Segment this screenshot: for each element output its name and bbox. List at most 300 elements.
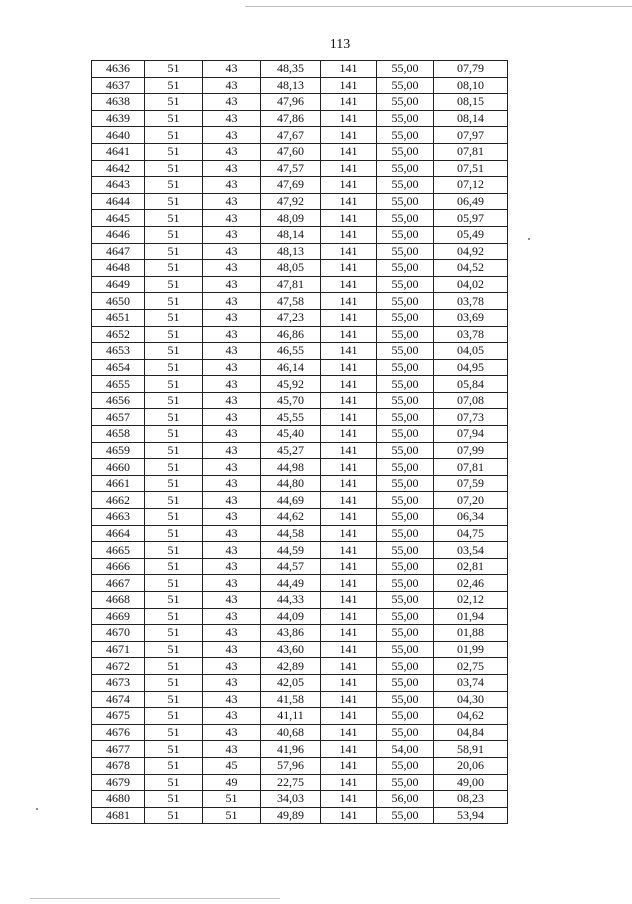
table-cell: 51 [145, 309, 203, 326]
table-cell: 51 [145, 110, 203, 127]
table-cell: 55,00 [377, 674, 434, 691]
table-cell: 43 [203, 708, 261, 725]
table-cell: 55,00 [377, 757, 434, 774]
table-cell: 51 [145, 608, 203, 625]
table-cell: 141 [321, 641, 377, 658]
table-cell: 43 [203, 475, 261, 492]
table-cell: 141 [321, 94, 377, 111]
table-cell: 4679 [92, 774, 145, 791]
table-cell: 42,89 [261, 658, 321, 675]
table-cell: 141 [321, 807, 377, 824]
table-cell: 08,23 [434, 791, 508, 808]
table-row [92, 94, 508, 111]
table-row [92, 592, 508, 609]
table-cell: 55,00 [377, 807, 434, 824]
table-cell: 141 [321, 77, 377, 94]
table-cell: 55,00 [377, 276, 434, 293]
table-cell: 4667 [92, 575, 145, 592]
table-cell: 141 [321, 260, 377, 277]
table-cell: 56,00 [377, 791, 434, 808]
table-cell: 43 [203, 592, 261, 609]
table-cell: 47,96 [261, 94, 321, 111]
table-cell: 43 [203, 724, 261, 741]
table-cell: 04,52 [434, 260, 508, 277]
table-cell: 141 [321, 774, 377, 791]
table-cell: 4647 [92, 243, 145, 260]
table-cell: 01,99 [434, 641, 508, 658]
table-cell: 4644 [92, 193, 145, 210]
table-cell: 141 [321, 309, 377, 326]
table-cell: 45,55 [261, 409, 321, 426]
table-cell: 55,00 [377, 61, 434, 78]
table-cell: 141 [321, 625, 377, 642]
table-cell: 55,00 [377, 542, 434, 559]
table-cell: 51 [145, 293, 203, 310]
table-cell: 55,00 [377, 94, 434, 111]
table-row [92, 791, 508, 808]
table-cell: 4659 [92, 442, 145, 459]
table-cell: 48,14 [261, 226, 321, 243]
table-cell: 141 [321, 61, 377, 78]
table-cell: 55,00 [377, 625, 434, 642]
table-row [92, 625, 508, 642]
table-cell: 55,00 [377, 309, 434, 326]
table-cell: 51 [203, 791, 261, 808]
table-cell: 49,00 [434, 774, 508, 791]
table-cell: 141 [321, 326, 377, 343]
table-cell: 51 [145, 592, 203, 609]
table-cell: 4681 [92, 807, 145, 824]
table-row [92, 542, 508, 559]
table-cell: 4650 [92, 293, 145, 310]
table-cell: 55,00 [377, 110, 434, 127]
table-cell: 51 [145, 359, 203, 376]
table-row [92, 276, 508, 293]
table-cell: 43 [203, 77, 261, 94]
table-row [92, 77, 508, 94]
table-cell: 141 [321, 177, 377, 194]
table-cell: 141 [321, 592, 377, 609]
table-cell: 43 [203, 658, 261, 675]
table-cell: 43 [203, 243, 261, 260]
table-cell: 55,00 [377, 326, 434, 343]
table-row [92, 409, 508, 426]
data-table [91, 60, 508, 824]
table-cell: 4649 [92, 276, 145, 293]
table-cell: 51 [145, 61, 203, 78]
table-row [92, 392, 508, 409]
table-cell: 4637 [92, 77, 145, 94]
table-row [92, 774, 508, 791]
table-cell: 43 [203, 525, 261, 542]
table-cell: 4677 [92, 741, 145, 758]
table-cell: 4636 [92, 61, 145, 78]
table-cell: 07,08 [434, 392, 508, 409]
table-cell: 43 [203, 608, 261, 625]
table-cell: 141 [321, 343, 377, 360]
table-cell: 07,20 [434, 492, 508, 509]
table-cell: 02,46 [434, 575, 508, 592]
table-cell: 4660 [92, 459, 145, 476]
table-cell: 141 [321, 359, 377, 376]
table-cell: 07,73 [434, 409, 508, 426]
table-row [92, 426, 508, 443]
table-cell: 51 [145, 575, 203, 592]
table-cell: 4651 [92, 309, 145, 326]
table-row [92, 160, 508, 177]
table-cell: 43 [203, 409, 261, 426]
table-cell: 20,06 [434, 757, 508, 774]
table-cell: 08,10 [434, 77, 508, 94]
table-cell: 47,67 [261, 127, 321, 144]
table-cell: 06,49 [434, 193, 508, 210]
table-cell: 4665 [92, 542, 145, 559]
table-cell: 141 [321, 791, 377, 808]
table-cell: 43 [203, 143, 261, 160]
table-cell: 04,95 [434, 359, 508, 376]
table-cell: 55,00 [377, 641, 434, 658]
table-cell: 04,62 [434, 708, 508, 725]
table-cell: 141 [321, 674, 377, 691]
table-cell: 44,49 [261, 575, 321, 592]
table-cell: 01,88 [434, 625, 508, 642]
table-cell: 43 [203, 741, 261, 758]
table-cell: 43 [203, 293, 261, 310]
table-cell: 46,86 [261, 326, 321, 343]
table-cell: 51 [145, 691, 203, 708]
table-cell: 51 [145, 741, 203, 758]
table-cell: 51 [145, 143, 203, 160]
table-cell: 44,57 [261, 558, 321, 575]
table-cell: 57,96 [261, 757, 321, 774]
table-cell: 45,40 [261, 426, 321, 443]
table-cell: 54,00 [377, 741, 434, 758]
table-cell: 141 [321, 392, 377, 409]
table-cell: 51 [145, 525, 203, 542]
table-cell: 47,57 [261, 160, 321, 177]
table-cell: 49,89 [261, 807, 321, 824]
table-row [92, 143, 508, 160]
table-cell: 55,00 [377, 127, 434, 144]
table-cell: 05,97 [434, 210, 508, 227]
table-cell: 55,00 [377, 409, 434, 426]
table-cell: 4661 [92, 475, 145, 492]
table-cell: 141 [321, 226, 377, 243]
table-cell: 58,91 [434, 741, 508, 758]
table-row [92, 674, 508, 691]
table-cell: 141 [321, 708, 377, 725]
table-cell: 55,00 [377, 608, 434, 625]
table-cell: 43 [203, 509, 261, 526]
table-cell: 51 [145, 658, 203, 675]
table-cell: 45,70 [261, 392, 321, 409]
table-cell: 51 [145, 193, 203, 210]
table-cell: 43 [203, 309, 261, 326]
table-cell: 43 [203, 226, 261, 243]
table-cell: 51 [145, 392, 203, 409]
table-cell: 05,49 [434, 226, 508, 243]
table-cell: 51 [145, 724, 203, 741]
table-cell: 43 [203, 641, 261, 658]
table-cell: 141 [321, 409, 377, 426]
table-cell: 51 [145, 509, 203, 526]
table-cell: 48,13 [261, 243, 321, 260]
table-cell: 4664 [92, 525, 145, 542]
table-cell: 4653 [92, 343, 145, 360]
table-cell: 55,00 [377, 442, 434, 459]
table-cell: 07,12 [434, 177, 508, 194]
table-cell: 4646 [92, 226, 145, 243]
table-row [92, 359, 508, 376]
table-cell: 55,00 [377, 392, 434, 409]
table-row [92, 260, 508, 277]
table-cell: 55,00 [377, 592, 434, 609]
table-cell: 43 [203, 326, 261, 343]
table-cell: 48,13 [261, 77, 321, 94]
table-row [92, 127, 508, 144]
table-cell: 02,81 [434, 558, 508, 575]
table-cell: 51 [145, 459, 203, 476]
table-cell: 51 [145, 774, 203, 791]
table-cell: 141 [321, 608, 377, 625]
table-row [92, 724, 508, 741]
table-cell: 141 [321, 691, 377, 708]
table-row [92, 525, 508, 542]
table-cell: 141 [321, 741, 377, 758]
table-cell: 04,05 [434, 343, 508, 360]
table-row [92, 243, 508, 260]
table-cell: 141 [321, 542, 377, 559]
table-cell: 45 [203, 757, 261, 774]
table-cell: 41,58 [261, 691, 321, 708]
table-row [92, 575, 508, 592]
table-cell: 45,27 [261, 442, 321, 459]
table-cell: 51 [145, 94, 203, 111]
table-cell: 55,00 [377, 77, 434, 94]
table-cell: 55,00 [377, 243, 434, 260]
table-cell: 07,79 [434, 61, 508, 78]
table-cell: 46,14 [261, 359, 321, 376]
table-cell: 141 [321, 575, 377, 592]
table-cell: 47,23 [261, 309, 321, 326]
table-cell: 07,81 [434, 143, 508, 160]
table-cell: 141 [321, 110, 377, 127]
table-cell: 55,00 [377, 343, 434, 360]
table-row [92, 807, 508, 824]
table-cell: 51 [145, 326, 203, 343]
table-cell: 4668 [92, 592, 145, 609]
table-row [92, 492, 508, 509]
table-cell: 43 [203, 691, 261, 708]
table-row [92, 475, 508, 492]
table-cell: 51 [145, 475, 203, 492]
table-cell: 55,00 [377, 359, 434, 376]
table-cell: 51 [145, 160, 203, 177]
table-row [92, 708, 508, 725]
scan-speck [528, 238, 530, 240]
table-cell: 55,00 [377, 708, 434, 725]
table-cell: 51 [145, 276, 203, 293]
table-cell: 4666 [92, 558, 145, 575]
table-cell: 45,92 [261, 376, 321, 393]
table-cell: 4645 [92, 210, 145, 227]
table-row [92, 442, 508, 459]
table-cell: 4643 [92, 177, 145, 194]
table-cell: 55,00 [377, 177, 434, 194]
table-cell: 03,78 [434, 293, 508, 310]
table-cell: 01,94 [434, 608, 508, 625]
table-cell: 141 [321, 426, 377, 443]
table-cell: 40,68 [261, 724, 321, 741]
table-cell: 55,00 [377, 193, 434, 210]
table-cell: 55,00 [377, 724, 434, 741]
table-cell: 51 [145, 127, 203, 144]
table-cell: 22,75 [261, 774, 321, 791]
table-cell: 41,96 [261, 741, 321, 758]
table-cell: 44,33 [261, 592, 321, 609]
table-cell: 03,78 [434, 326, 508, 343]
table-cell: 55,00 [377, 492, 434, 509]
table-cell: 43 [203, 110, 261, 127]
table-cell: 141 [321, 558, 377, 575]
table-cell: 51 [145, 442, 203, 459]
table-cell: 43 [203, 575, 261, 592]
table-cell: 43 [203, 61, 261, 78]
table-cell: 55,00 [377, 658, 434, 675]
table-cell: 4662 [92, 492, 145, 509]
table-cell: 141 [321, 210, 377, 227]
table-cell: 141 [321, 459, 377, 476]
table-row [92, 343, 508, 360]
table-cell: 43 [203, 459, 261, 476]
table-cell: 141 [321, 442, 377, 459]
table-cell: 43 [203, 542, 261, 559]
table-cell: 43 [203, 492, 261, 509]
table-cell: 03,69 [434, 309, 508, 326]
table-cell: 141 [321, 193, 377, 210]
table-cell: 48,05 [261, 260, 321, 277]
table-row [92, 558, 508, 575]
table-cell: 51 [145, 807, 203, 824]
table-cell: 49 [203, 774, 261, 791]
table-row [92, 210, 508, 227]
table-cell: 51 [145, 260, 203, 277]
table-cell: 4642 [92, 160, 145, 177]
table-cell: 141 [321, 276, 377, 293]
table-cell: 55,00 [377, 293, 434, 310]
table-cell: 46,55 [261, 343, 321, 360]
table-cell: 4672 [92, 658, 145, 675]
table-cell: 43 [203, 127, 261, 144]
table-cell: 141 [321, 127, 377, 144]
table-row [92, 177, 508, 194]
table-cell: 55,00 [377, 575, 434, 592]
table-cell: 43 [203, 276, 261, 293]
table-cell: 02,12 [434, 592, 508, 609]
table-cell: 55,00 [377, 160, 434, 177]
table-cell: 141 [321, 509, 377, 526]
table-cell: 43 [203, 193, 261, 210]
table-row [92, 376, 508, 393]
table-cell: 07,99 [434, 442, 508, 459]
table-cell: 41,11 [261, 708, 321, 725]
table-cell: 47,60 [261, 143, 321, 160]
table-cell: 51 [203, 807, 261, 824]
table-cell: 4655 [92, 376, 145, 393]
table-cell: 47,92 [261, 193, 321, 210]
table-cell: 08,15 [434, 94, 508, 111]
table-cell: 44,58 [261, 525, 321, 542]
table-row [92, 608, 508, 625]
table-cell: 51 [145, 708, 203, 725]
table-cell: 4657 [92, 409, 145, 426]
table-cell: 51 [145, 625, 203, 642]
table-cell: 04,75 [434, 525, 508, 542]
table-cell: 43 [203, 392, 261, 409]
table-row [92, 309, 508, 326]
table-cell: 43 [203, 94, 261, 111]
table-cell: 04,92 [434, 243, 508, 260]
table-cell: 48,35 [261, 61, 321, 78]
table-cell: 43,60 [261, 641, 321, 658]
table-cell: 141 [321, 243, 377, 260]
table-cell: 55,00 [377, 210, 434, 227]
table-cell: 06,34 [434, 509, 508, 526]
table-cell: 4654 [92, 359, 145, 376]
table-cell: 43 [203, 210, 261, 227]
table-cell: 55,00 [377, 143, 434, 160]
top-border-line [245, 6, 632, 7]
table-cell: 51 [145, 542, 203, 559]
table-cell: 07,97 [434, 127, 508, 144]
table-cell: 55,00 [377, 774, 434, 791]
table-cell: 44,62 [261, 509, 321, 526]
table-cell: 55,00 [377, 558, 434, 575]
table-cell: 51 [145, 409, 203, 426]
table-cell: 51 [145, 226, 203, 243]
table-cell: 51 [145, 177, 203, 194]
table-cell: 51 [145, 376, 203, 393]
table-cell: 4675 [92, 708, 145, 725]
table-cell: 51 [145, 77, 203, 94]
table-body [92, 61, 508, 824]
table-cell: 55,00 [377, 509, 434, 526]
table-cell: 4648 [92, 260, 145, 277]
table-cell: 51 [145, 343, 203, 360]
table-cell: 55,00 [377, 475, 434, 492]
table-cell: 141 [321, 492, 377, 509]
table-cell: 4678 [92, 757, 145, 774]
table-cell: 4671 [92, 641, 145, 658]
table-cell: 02,75 [434, 658, 508, 675]
table-cell: 43 [203, 160, 261, 177]
table-cell: 4641 [92, 143, 145, 160]
table-cell: 4656 [92, 392, 145, 409]
table-cell: 4640 [92, 127, 145, 144]
table-cell: 4670 [92, 625, 145, 642]
table-cell: 141 [321, 160, 377, 177]
table-cell: 47,81 [261, 276, 321, 293]
page-number: 113 [329, 37, 351, 52]
table-cell: 44,09 [261, 608, 321, 625]
table-cell: 08,14 [434, 110, 508, 127]
table-cell: 51 [145, 674, 203, 691]
table-cell: 07,94 [434, 426, 508, 443]
table-cell: 141 [321, 475, 377, 492]
table-cell: 4673 [92, 674, 145, 691]
table-cell: 55,00 [377, 376, 434, 393]
table-cell: 53,94 [434, 807, 508, 824]
